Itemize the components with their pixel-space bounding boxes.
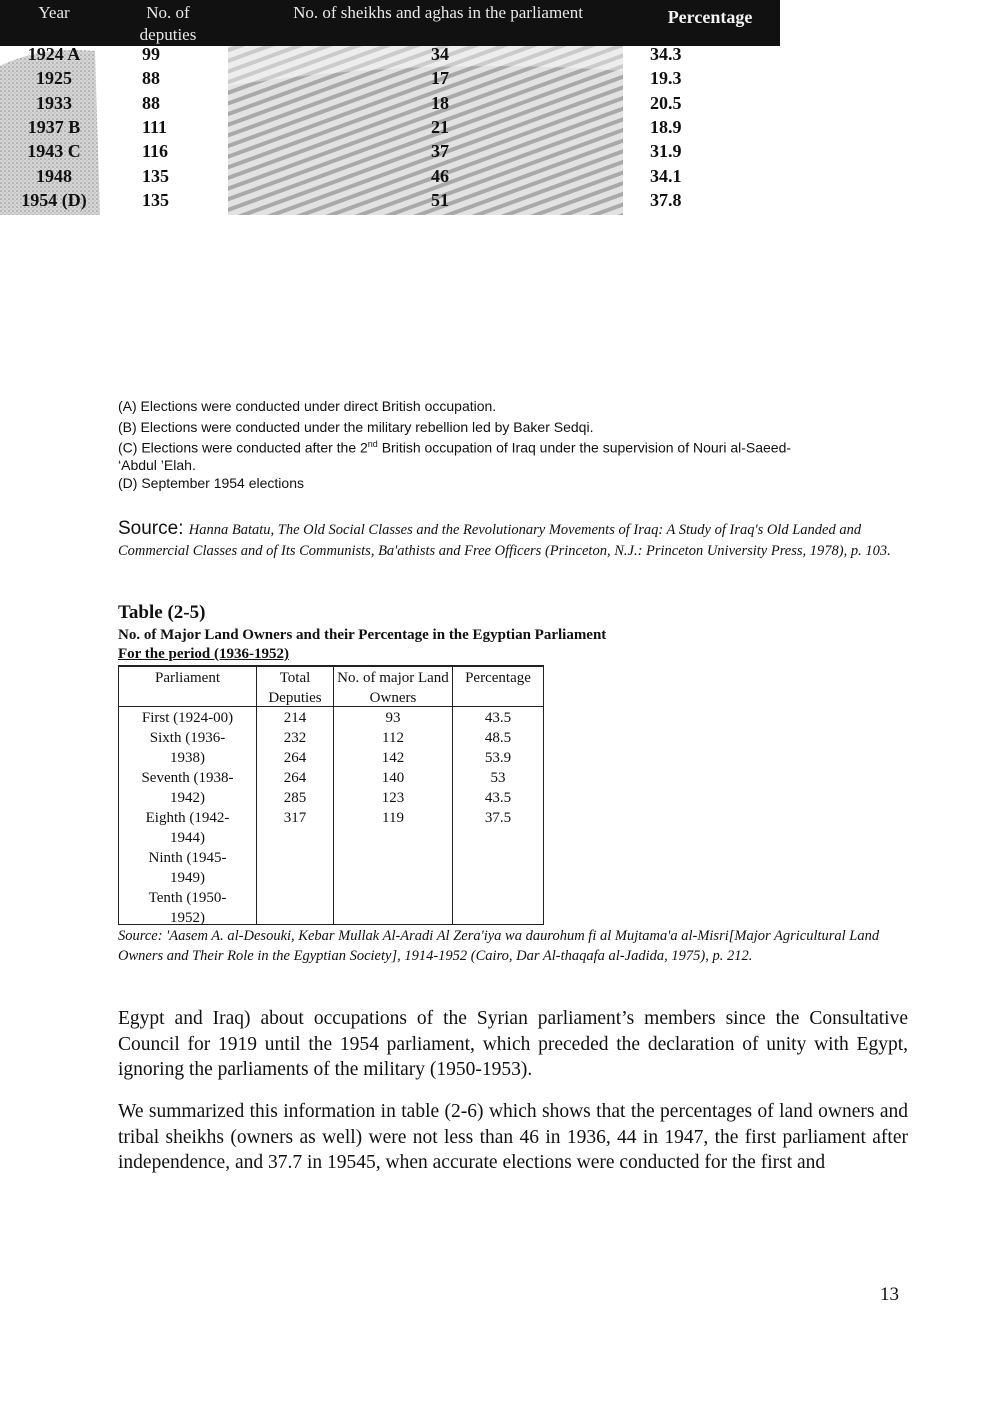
- source-text: Hanna Batatu, The Old Social Classes and the Revolutionary Movements of Iraq: A Study of Iraq's Old Landed and Commercial Classes and of Its Communists, Ba'athists and Free Officers (Princeton, N.J.: Princeton University Press, 1978), p. 103.: [118, 522, 891, 559]
- table-period: For the period (1936-1952): [118, 646, 289, 662]
- total-cell: 317: [283, 810, 307, 826]
- note-c-line2: ‘Abdul ’Elah.: [118, 457, 196, 473]
- note-c: [118, 439, 918, 456]
- parliament-cell: Sixth (1936-: [149, 730, 226, 746]
- row-deputies: 111: [142, 116, 168, 137]
- percentage-cell: 43.5: [484, 710, 512, 726]
- row-year: 1925: [36, 68, 72, 89]
- source-iraq: [118, 518, 918, 562]
- percentage-cell: 37.5: [484, 810, 512, 826]
- note-c-text-a: (C) Elections were conducted after the 2: [118, 439, 368, 456]
- total-cell: 232: [283, 730, 307, 746]
- row-percentage: 34.3: [650, 44, 682, 64]
- parliament-column: [119, 708, 256, 928]
- top-border: [119, 666, 543, 667]
- total-cell: 264: [283, 770, 307, 786]
- iraq-table-header: [0, 0, 780, 46]
- owners-cell: 123: [381, 790, 405, 806]
- source-lead: Source:: [118, 518, 189, 539]
- header-year: Year: [38, 3, 70, 22]
- note-d: (D) September 1954 elections: [118, 475, 304, 491]
- owners-cell: 93: [385, 710, 401, 726]
- note-c-sup: nd: [367, 439, 378, 449]
- col-owners-header: No. of major Land Owners: [337, 670, 449, 706]
- row-deputies: 99: [142, 44, 160, 64]
- owners-column: [334, 708, 452, 828]
- total-column: [257, 708, 333, 828]
- note-c-text-b: British occupation of Iraq under the supervision of Nouri al-Saeed-: [377, 439, 792, 456]
- parliament-cell: 1949): [170, 870, 205, 886]
- row-deputies: 116: [142, 141, 169, 162]
- parliament-cell: 1944): [170, 830, 205, 846]
- header-sheikhs: No. of sheikhs and aghas in the parliament: [293, 3, 583, 22]
- row-percentage: 37.8: [650, 189, 682, 210]
- owners-cell: 142: [381, 750, 405, 766]
- row-year: 1943 C: [27, 141, 81, 162]
- table-subtitle: No. of Major Land Owners and their Percentage in the Egyptian Parliament: [118, 627, 607, 643]
- owners-cell: 119: [382, 810, 404, 826]
- percentage-cell: 43.5: [484, 790, 512, 806]
- parliament-cell: Ninth (1945-: [148, 850, 227, 866]
- header-deputies: No. of deputies: [139, 3, 197, 44]
- parliament-cell: 1942): [170, 790, 205, 806]
- parliament-cell: Seventh (1938-: [141, 770, 234, 786]
- row-percentage: 31.9: [650, 141, 682, 162]
- row-percentage: 34.1: [650, 165, 682, 186]
- percentage-cell: 53.9: [484, 750, 512, 766]
- owners-cell: 112: [382, 730, 404, 746]
- row-percentage: 20.5: [650, 92, 682, 113]
- percentage-column: [453, 708, 543, 828]
- table-title: Table (2-5): [118, 602, 206, 623]
- owners-cell: 140: [381, 770, 405, 786]
- total-cell: 285: [283, 790, 307, 806]
- parliament-cell: 1938): [170, 750, 205, 766]
- row-sheikhs: 18: [431, 92, 449, 113]
- source-egypt: Source: 'Aasem A. al-Desouki, Kebar Mullak Al-Aradi Al Zera'iya wa daurohum fi al Mujtama'a al-Misri[Major Agricultural Land Owners and Their Role in the Egyptian Society], 1914-1952 (Cairo, Dar Al-thaqafa al-Jadida, 1975), p. 212.: [118, 928, 880, 964]
- row-percentage: 19.3: [650, 68, 682, 89]
- iraq-sheikhs-table: [0, 0, 780, 215]
- row-sheikhs: 21: [431, 116, 449, 137]
- iraq-table-body: [0, 46, 780, 215]
- col-percentage-header: Percentage: [465, 670, 531, 686]
- row-deputies: 88: [142, 92, 160, 113]
- parliament-cell: First (1924-00): [141, 710, 234, 726]
- row-deputies: 135: [142, 189, 169, 210]
- col-total-header: Total Deputies: [268, 670, 322, 706]
- egypt-land-owners-table: [118, 665, 544, 925]
- row-sheikhs: 51: [431, 189, 449, 210]
- percentage-cell: 53: [490, 770, 506, 786]
- row-year: 1948: [36, 165, 72, 186]
- note-a: (A) Elections were conducted under direct British occupation.: [118, 398, 497, 414]
- page-number: 13: [880, 1284, 899, 1305]
- row-sheikhs: 17: [431, 68, 449, 89]
- parliament-cell: Eighth (1942-: [145, 810, 230, 826]
- row-sheikhs: 46: [431, 165, 449, 186]
- percentage-cell: 48.5: [484, 730, 512, 746]
- row-deputies: 88: [142, 68, 160, 89]
- parliament-cell: Tenth (1950-: [148, 890, 227, 906]
- body-paragraph-1: Egypt and Iraq) about occupations of the Syrian parliament’s members since the Consultative Council for 1919 until the 1954 parliament, which preceded the declaration of unity with Egypt, ignoring the parliaments of the military (1950-1953).: [118, 1008, 908, 1080]
- row-sheikhs: 37: [431, 141, 449, 162]
- row-percentage: 18.9: [650, 116, 682, 137]
- parliament-cell: 1952): [170, 910, 205, 926]
- total-cell: 214: [283, 710, 307, 726]
- body-paragraph-2: We summarized this information in table (2-6) which shows that the percentages of land owners and tribal sheikhs (owners as well) were not less than 46 in 1936, 44 in 1947, the first parliament after independence, and 37.7 in 19545, when accurate elections were conducted for the first and: [118, 1101, 908, 1173]
- col-parliament-header: Parliament: [155, 670, 220, 686]
- row-year: 1954 (D): [21, 189, 87, 210]
- total-cell: 264: [283, 750, 307, 766]
- row-year: 1937 B: [27, 116, 81, 137]
- row-year: 1933: [36, 92, 72, 113]
- row-year: 1924 A: [27, 44, 81, 64]
- row-sheikhs: 34: [431, 44, 449, 64]
- note-b: (B) Elections were conducted under the military rebellion led by Baker Sedqi.: [118, 419, 594, 435]
- row-deputies: 135: [142, 165, 169, 186]
- header-percentage: Percentage: [667, 7, 753, 27]
